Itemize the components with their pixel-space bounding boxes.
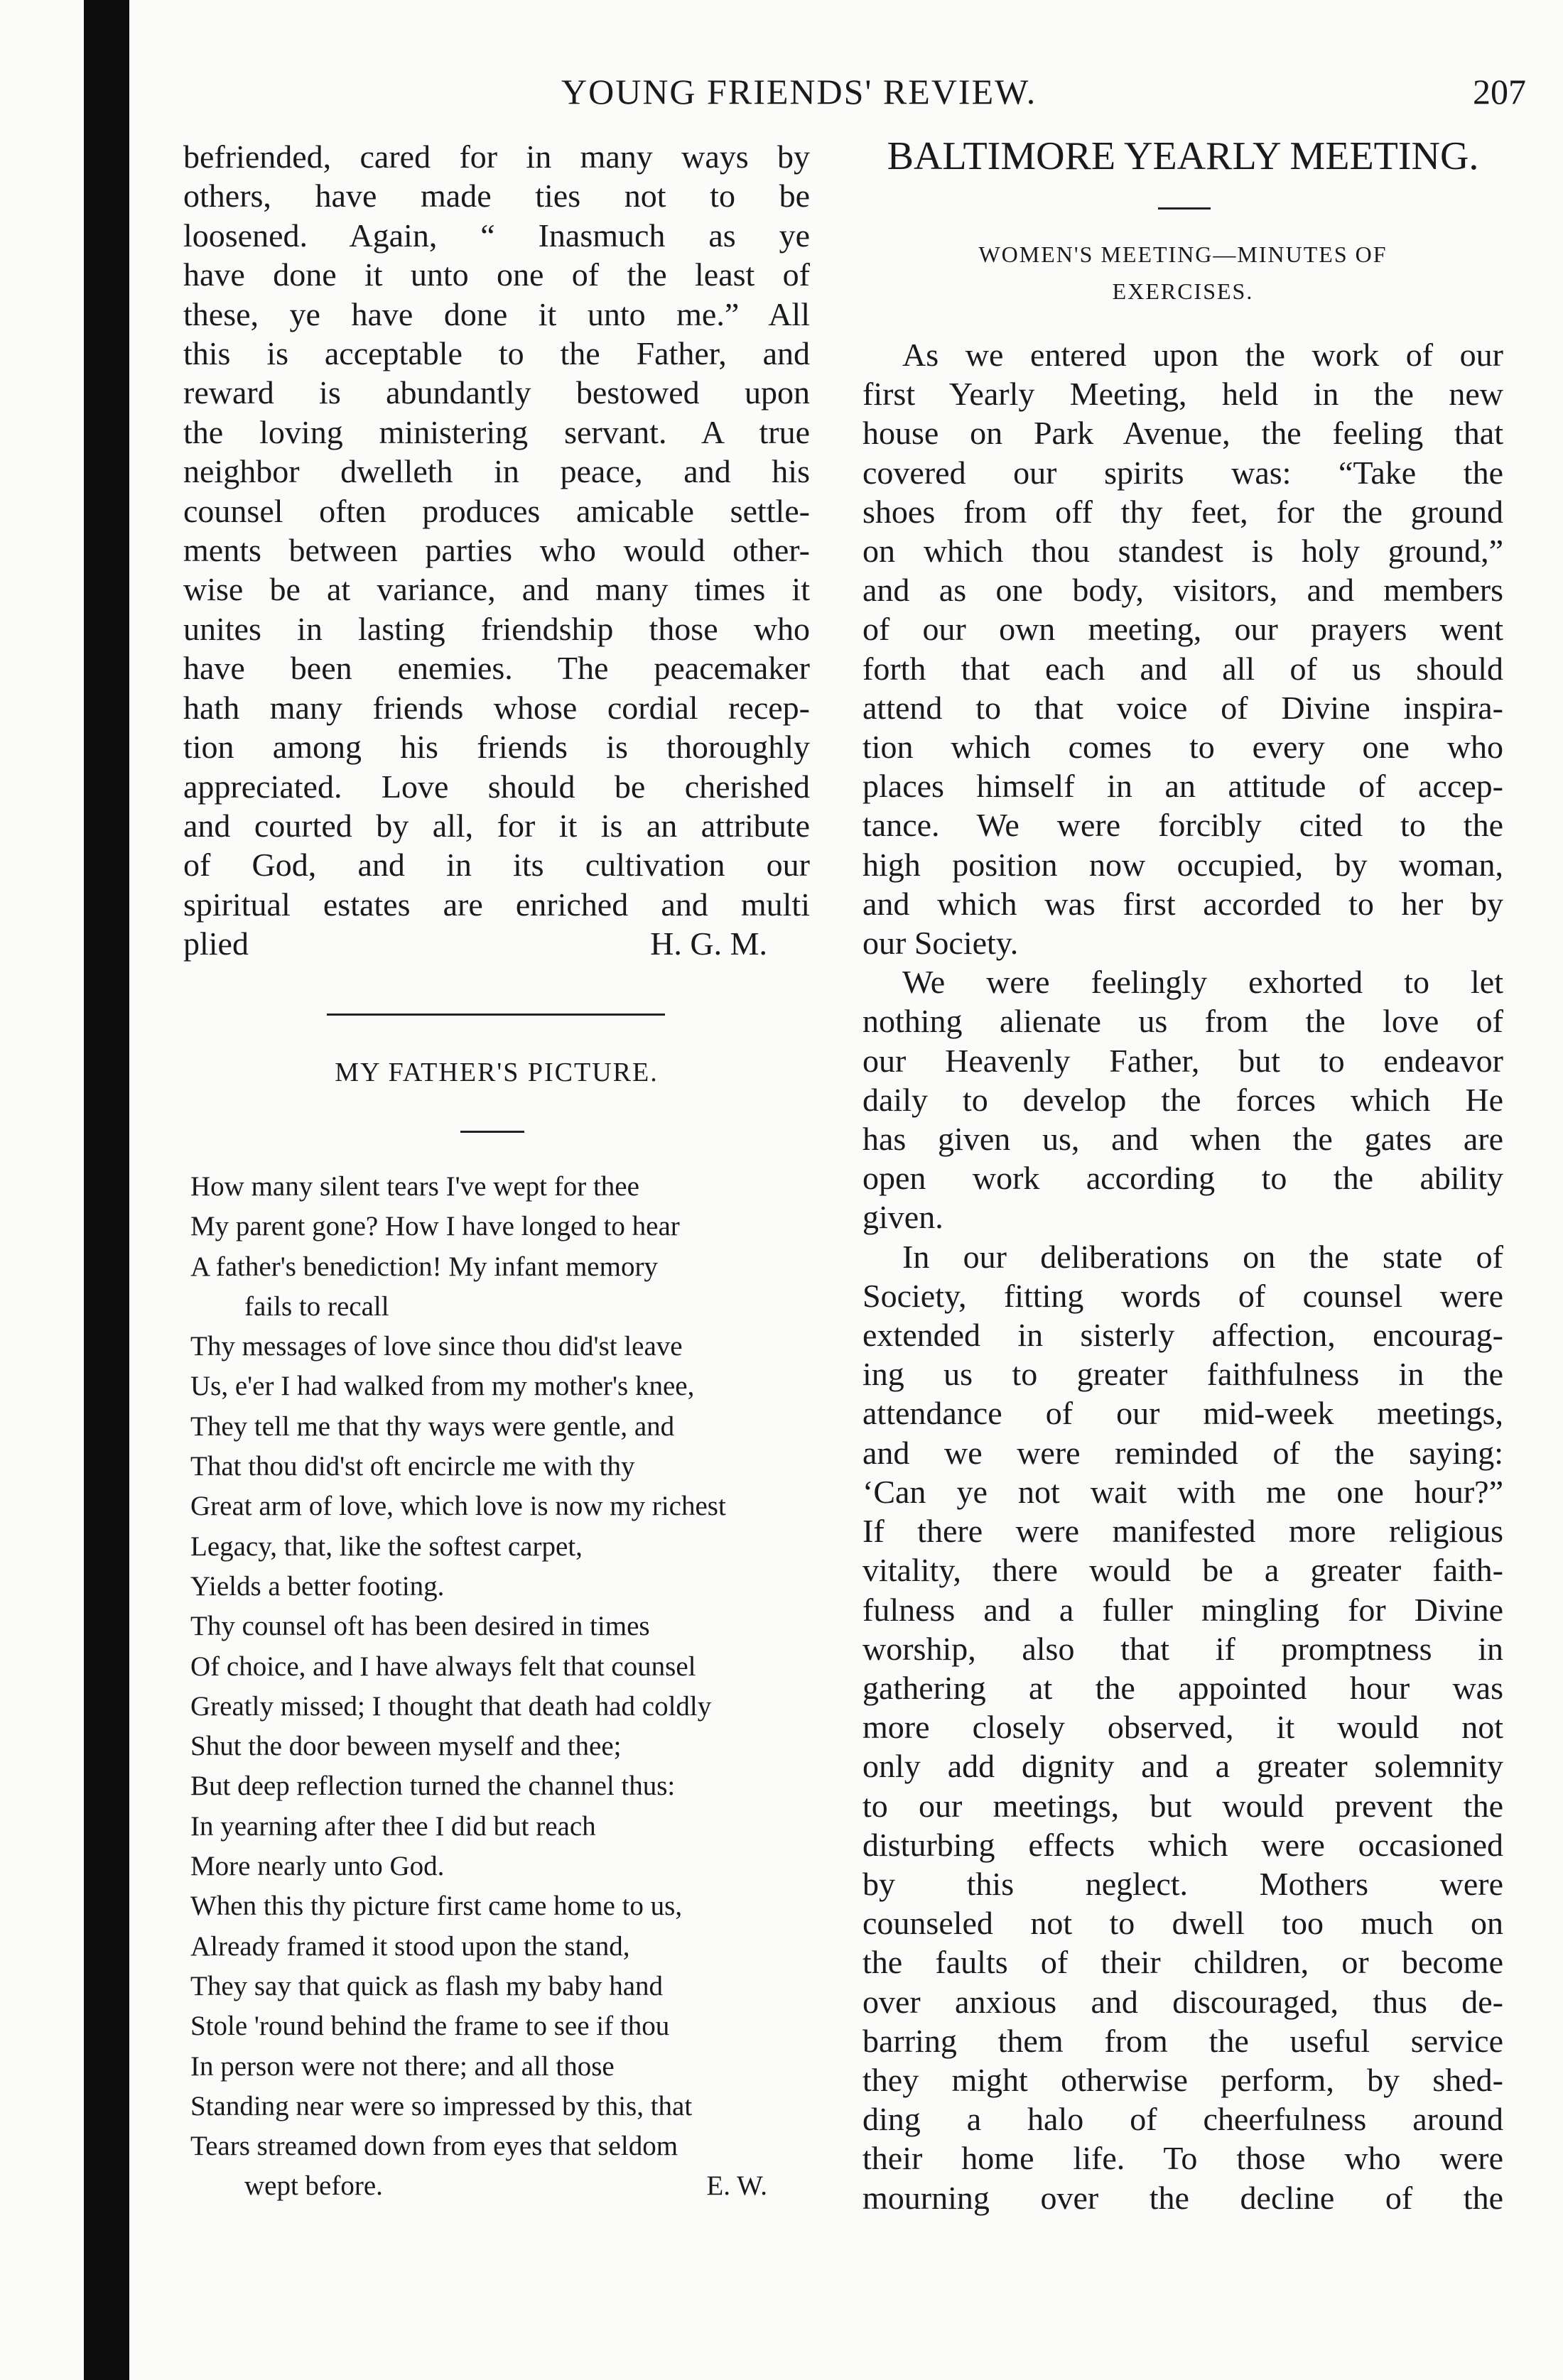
text-line: Shut the door beween myself and thee; xyxy=(190,1731,622,1762)
text-line: As we entered upon the work of our xyxy=(902,337,1503,373)
text-line: barring them from the useful service xyxy=(862,2022,1503,2059)
text-line: tion among his friends is thoroughly xyxy=(183,729,810,766)
text-line: forth that each and all of us should xyxy=(862,650,1503,687)
text-line: and which was first accorded to her by xyxy=(862,885,1503,922)
text-line: In person were not there; and all those xyxy=(190,2050,615,2082)
text-line: only add dignity and a greater solemnity xyxy=(862,1748,1503,1785)
text-line: this is acceptable to the Father, and xyxy=(183,335,810,372)
running-header: YOUNG FRIENDS' REVIEW. xyxy=(561,72,1037,112)
text-line: ‘Can ye not wait with me one hour?” xyxy=(862,1473,1503,1510)
text-line: on which thou standest is holy ground,” xyxy=(862,533,1503,570)
text-line: of our own meeting, our prayers went xyxy=(862,611,1503,648)
poem-title: MY FATHER'S PICTURE. xyxy=(335,1058,659,1087)
article-subtitle-2: EXERCISES. xyxy=(1112,278,1254,304)
text-line: mourning over the decline of the xyxy=(862,2179,1503,2216)
text-line: More nearly unto God. xyxy=(190,1851,445,1882)
text-line: have been enemies. The peacemaker xyxy=(183,650,810,687)
text-line: disturbing effects which were occasioned xyxy=(862,1826,1503,1863)
text-line: worship, also that if promptness in xyxy=(862,1630,1503,1667)
text-line: Legacy, that, like the softest carpet, xyxy=(190,1531,583,1562)
text-line: daily to develop the forces which He xyxy=(862,1081,1503,1118)
text-line: But deep reflection turned the channel thus: xyxy=(190,1771,676,1802)
text-line: nothing alienate us from the love of xyxy=(862,1003,1503,1040)
text-line: loosened. Again, “ Inasmuch as ye xyxy=(183,217,810,254)
text-line: the loving ministering servant. A true xyxy=(183,413,810,450)
text-line: covered our spirits was: “Take the xyxy=(862,454,1503,491)
text-fragment: wept before. xyxy=(244,2170,383,2202)
text-line: open work according to the ability xyxy=(862,1160,1503,1197)
text-line: these, ye have done it unto me.” All xyxy=(183,295,810,332)
text-line: Standing near were so impressed by this, that xyxy=(190,2090,693,2121)
text-line: Great arm of love, which love is now my richest xyxy=(190,1491,726,1522)
text-line: our Heavenly Father, but to endeavor xyxy=(862,1042,1503,1079)
text-line: My parent gone? How I have longed to hear xyxy=(190,1211,680,1242)
text-line: shoes from off thy feet, for the ground xyxy=(862,493,1503,530)
text-line: places himself in an attitude of accep- xyxy=(862,768,1503,805)
text-line: Yields a better footing. xyxy=(190,1570,445,1602)
text-line: and as one body, visitors, and members xyxy=(862,572,1503,609)
text-line: Of choice, and I have always felt that counsel xyxy=(190,1651,696,1682)
text-line: to our meetings, but would prevent the xyxy=(862,1787,1503,1824)
right-column-article xyxy=(862,335,1503,2217)
article-title: BALTIMORE YEARLY MEETING. xyxy=(887,134,1479,178)
text-line: has given us, and when the gates are xyxy=(862,1121,1503,1158)
scan-binding-edge xyxy=(84,0,129,2380)
section-divider xyxy=(327,1014,665,1016)
text-line: tion which comes to every one who xyxy=(862,729,1503,766)
text-line xyxy=(190,2166,810,2206)
text-line: over anxious and discouraged, thus de- xyxy=(862,1983,1503,2020)
text-fragment: plied xyxy=(183,925,249,962)
text-line: spiritual estates are enriched and multi xyxy=(183,886,810,923)
text-line: our Society. xyxy=(862,925,1019,962)
text-line: Thy messages of love since thou did'st leave xyxy=(190,1331,683,1362)
text-line: ding a halo of cheerfulness around xyxy=(862,2101,1503,2138)
text-line: If there were manifested more religious xyxy=(862,1513,1503,1550)
text-line: When this thy picture first came home to us, xyxy=(190,1891,683,1922)
text-line: first Yearly Meeting, held in the new xyxy=(862,376,1503,413)
text-line: reward is abundantly bestowed upon xyxy=(183,374,810,411)
text-line: they might otherwise perform, by shed- xyxy=(862,2061,1503,2098)
text-line: counsel often produces amicable settle- xyxy=(183,492,810,529)
text-line: In our deliberations on the state of xyxy=(902,1238,1503,1275)
short-divider xyxy=(1158,207,1211,210)
text-line: Greatly missed; I thought that death had coldly xyxy=(190,1690,712,1722)
text-line: and we were reminded of the saying: xyxy=(862,1434,1503,1471)
text-line: their home life. To those who were xyxy=(862,2140,1503,2177)
text-line: by this neglect. Mothers were xyxy=(862,1865,1503,1902)
short-divider xyxy=(460,1131,524,1133)
text-line: tance. We were forcibly cited to the xyxy=(862,807,1503,844)
text-line: high position now occupied, by woman, xyxy=(862,846,1503,883)
text-line: That thou did'st oft encircle me with thy xyxy=(190,1451,635,1482)
text-line: the faults of their children, or become xyxy=(862,1944,1503,1981)
text-line: gathering at the appointed hour was xyxy=(862,1669,1503,1706)
poem-signature: E. W. xyxy=(706,2170,767,2202)
text-line: We were feelingly exhorted to let xyxy=(902,964,1503,1001)
text-line: befriended, cared for in many ways by xyxy=(183,138,810,175)
text-line: Thy counsel oft has been desired in times xyxy=(190,1611,650,1642)
text-line: How many silent tears I've wept for thee xyxy=(190,1171,639,1202)
text-line: In yearning after thee I did but reach xyxy=(190,1810,596,1842)
text-line: wise be at variance, and many times it xyxy=(183,571,810,608)
text-line: Us, e'er I had walked from my mother's knee, xyxy=(190,1371,695,1402)
article-subtitle-1: WOMEN'S MEETING—MINUTES OF xyxy=(978,241,1388,267)
text-line: more closely observed, it would not xyxy=(862,1709,1503,1746)
text-line: have done it unto one of the least of xyxy=(183,256,810,293)
text-line: hath many friends whose cordial recep- xyxy=(183,689,810,726)
text-line: others, have made ties not to be xyxy=(183,178,810,214)
text-line: given. xyxy=(862,1199,943,1236)
left-column-article xyxy=(183,137,810,964)
page-number: 207 xyxy=(1473,72,1526,112)
text-line: attendance of our mid-week meetings, xyxy=(862,1395,1503,1432)
text-line: They tell me that thy ways were gentle, and xyxy=(190,1411,675,1442)
text-line: unites in lasting friendship those who xyxy=(183,610,810,647)
text-line: of God, and in its cultivation our xyxy=(183,847,810,884)
text-line: They say that quick as flash my baby hand xyxy=(190,1970,663,2001)
text-line: vitality, there would be a greater faith- xyxy=(862,1552,1503,1589)
text-line: Stole 'round behind the frame to see if thou xyxy=(190,2011,670,2042)
text-line: ing us to greater faithfulness in the xyxy=(862,1356,1503,1393)
text-line: Tears streamed down from eyes that seldom xyxy=(190,2131,678,2162)
text-line: Society, fitting words of counsel were xyxy=(862,1277,1503,1314)
text-line xyxy=(183,924,810,963)
text-line: counseled not to dwell too much on xyxy=(862,1905,1503,1942)
text-line: attend to that voice of Divine inspira- xyxy=(862,689,1503,726)
text-line: A father's benediction! My infant memory xyxy=(190,1251,658,1282)
poem xyxy=(190,1167,810,2207)
text-line: house on Park Avenue, the feeling that xyxy=(862,415,1503,452)
author-signature: H. G. M. xyxy=(650,925,767,962)
text-line: and courted by all, for it is an attribute xyxy=(183,807,810,844)
text-line: appreciated. Love should be cherished xyxy=(183,768,810,805)
text-line: Already framed it stood upon the stand, xyxy=(190,1930,630,1962)
text-line: ments between parties who would other- xyxy=(183,532,810,569)
text-line: fulness and a fuller mingling for Divine xyxy=(862,1591,1503,1628)
text-line: neighbor dwelleth in peace, and his xyxy=(183,453,810,490)
text-line: extended in sisterly affection, encourag- xyxy=(862,1317,1503,1354)
text-line: fails to recall xyxy=(244,1290,389,1322)
